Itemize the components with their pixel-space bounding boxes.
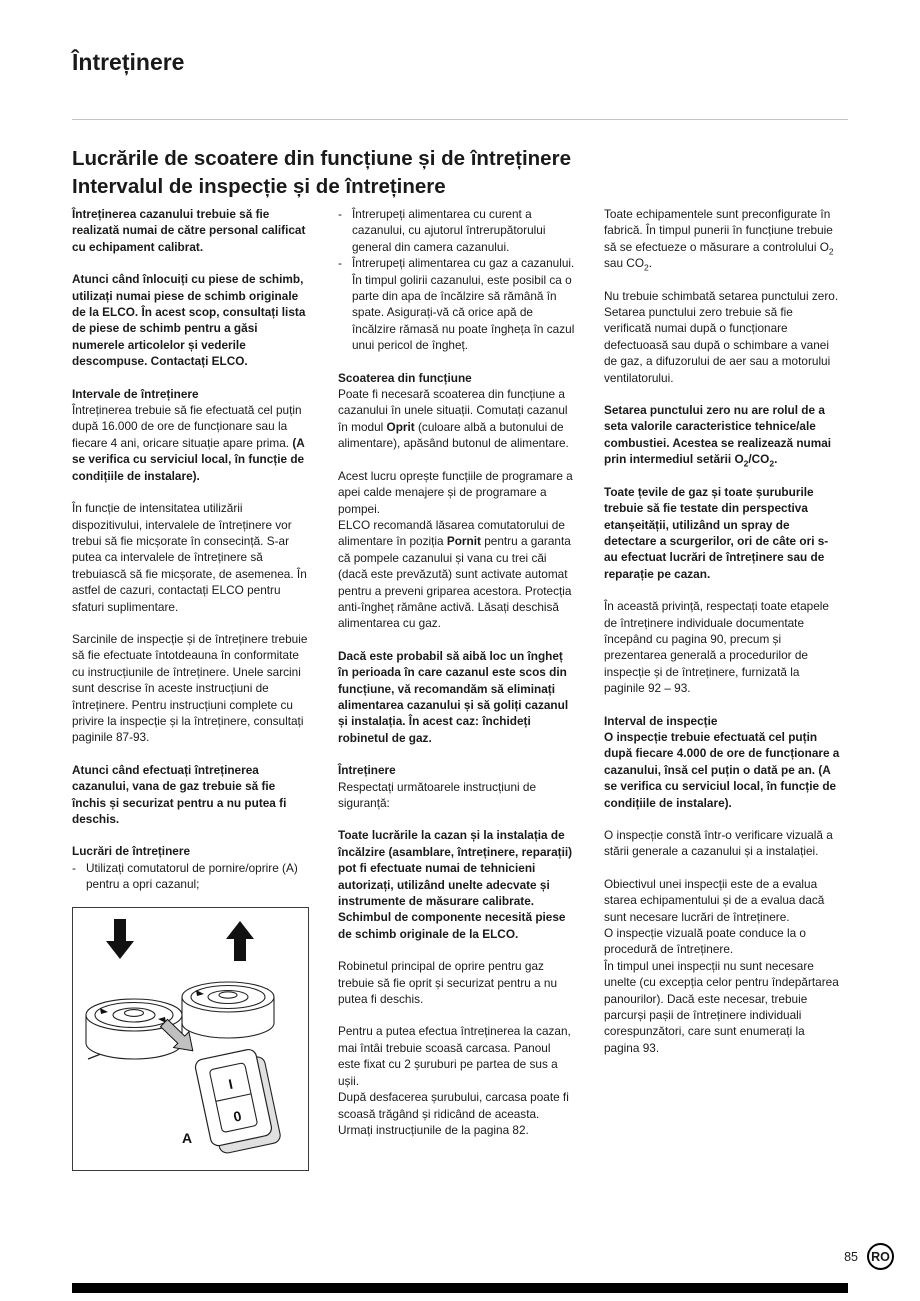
down-arrow-icon [106, 919, 134, 959]
list-item [338, 255, 575, 353]
paragraph [604, 876, 841, 1056]
text-run: Acest lucru oprește funcțiile de programare a apei calde menajere și de programare a pompei. [338, 468, 573, 516]
up-arrow-icon [226, 921, 254, 961]
section-heading-line1: Lucrările de scoatere din funcțiune și de întreținere [72, 147, 571, 170]
text-run: Interval de inspecție [604, 713, 718, 728]
paragraph [72, 206, 309, 255]
text-run: Nu trebuie schimbată setarea punctului zero. Setarea punctului zero trebuie să fie verificată numai după o funcționare defectuoasă sau după o schimbare a vanei de gaz, a difuzorului de aer sau a motorului ventilatorului. [604, 288, 839, 385]
switch-off-label: 0 [231, 1107, 243, 1125]
paragraph [338, 958, 575, 1007]
text-run: 2 [743, 458, 749, 469]
column-1 [72, 206, 309, 1171]
sub-heading [338, 370, 575, 386]
footer-bar [72, 1283, 848, 1293]
text-run: Toate lucrările la cazan și la instalația de încălzire (asamblare, întreținere, reparații) pot fi efectuate numai de tehnicieni autorizați, utilizând unelte adecvate și instrumente de măsurare calibrate. Schimbul de componente necesită piese de schimb originale de la ELCO. [338, 828, 573, 941]
list-bullet: - [72, 860, 76, 875]
paragraph [338, 779, 575, 812]
text-run: . [648, 256, 653, 271]
text-run: Poate fi necesară scoaterea din funcțiune a cazanului în unele situații. Comutați cazanul în modul [338, 387, 568, 434]
text-run: Obiectivul unei inspecții este de a evalua starea echipamentului și de a evalua dacă sunt necesare lucrări de întreținere. [604, 876, 825, 924]
paragraph [338, 827, 575, 942]
paragraph [72, 271, 309, 369]
list-item-text [86, 860, 309, 893]
page-footer [844, 1243, 894, 1270]
paragraph [604, 402, 841, 468]
text-run: O inspecție vizuală poate conduce la o procedură de întreținere. [604, 926, 806, 957]
paragraph [72, 762, 309, 828]
text-run: Întrerupeți alimentarea cu curent a cazanului, cu ajutorul întrerupătorului general din camera cazanului. [352, 207, 546, 254]
text-run: Întreținerea trebuie să fie efectuată cel puțin după 16.000 de ore de funcționare sau la fiecare 4 ani, oricare situație apare prima. [72, 403, 302, 450]
language-badge: RO [867, 1243, 894, 1270]
text-run: pentru a garanta că pompele cazanului și vana cu trei căi (dacă este prevăzută) sunt activate automat pentru a preveni griparea acestora. Protecția anti-îngheț rămâne activă. Lăsați deschisă alimentarea cu gaz. [338, 534, 572, 631]
text-run: Utilizați comutatorul de pornire/oprire (A) pentru a opri cazanul; [86, 860, 298, 892]
text-run: Pentru a putea efectua întreținerea la cazan, mai întâi trebuie scoasă carcasa. Panoul este fixat cu 2 șuruburi pe partea de sus a ușii. [338, 1024, 571, 1088]
text-run: Oprit [386, 419, 415, 434]
text-run: După desfacerea șurubului, carcasa poate fi scoasă trăgând și ridicând de aceasta. Urmați instrucțiunile de la pagina 82. [338, 1090, 569, 1137]
text-run: Sarcinile de inspecție și de întreținere trebuie să fie efectuate întotdeauna în conformitate cu instrucțiunile de întreținere. Unele sarcini sunt descrise în aceste instrucțiuni de întreținere. Pentru instrucțiuni complete cu privire la inspecție și la întreținere, consultați paginile 87-93. [72, 631, 308, 745]
column-3 [604, 206, 841, 1072]
page-title: Întreținere [72, 49, 185, 76]
text-run: O inspecție constă într-o verificare vizuală a stării generale a cazanului și a instalației. [604, 828, 833, 859]
text-run: 2 [828, 246, 834, 257]
text-run: În timpul unei inspecții nu sunt necesare unelte (cu excepția celor pentru îndepărtarea panourilor). Dacă este necesar, trebuie parcurși pașii de întreținere individuali corespunzători, care sunt enumerați la pagina 93. [604, 958, 839, 1055]
paragraph [338, 1023, 575, 1138]
text-run: Intervale de întreținere [72, 386, 199, 401]
text-run: (culoare albă a butonului de alimentare), apăsând butonul de alimentare. [338, 419, 569, 451]
power-switch [194, 1046, 282, 1155]
text-run: . [774, 452, 778, 467]
column-3-text [604, 206, 841, 1056]
text-run: În funcție de intensitatea utilizării dispozitivului, intervalele de întreținere vor trebui să fie micșorate în consecință. S-ar putea ca intervalele de întreținere să trebuiască să fie micșorate, de asemenea. În astfel de cazuri, contactați ELCO pentru sfaturi suplimentare. [72, 501, 307, 614]
text-run: sau CO [604, 256, 644, 271]
content-columns [72, 206, 848, 1171]
text-run: ELCO recomandă lăsarea comutatorului de alimentare în poziția [338, 517, 565, 549]
paragraph [72, 631, 309, 746]
sub-heading [338, 762, 575, 778]
text-run: Pornit [446, 534, 481, 549]
boiler-top-right [182, 982, 274, 1038]
paragraph [604, 206, 841, 272]
text-run: (A se verifica cu serviciul local, în funcție de condițiile de instalare). [72, 435, 305, 483]
paragraph [604, 827, 841, 860]
diagram-label-a: A [182, 1129, 193, 1146]
section-heading [72, 145, 571, 201]
switch-on-label: I [226, 1075, 235, 1092]
sub-heading [72, 386, 309, 402]
section-heading-line2: Intervalul de inspecție și de întreținere [72, 175, 446, 198]
text-run: Atunci când efectuați întreținerea cazanului, vana de gaz trebuie să fie închis și securizat pentru a nu putea fi deschis. [72, 762, 287, 826]
text-run: În această privință, respectați toate etapele de întreținere individuale documentate începând cu pagina 90, precum și prezentarea generală a procedurilor de inspecție și de întreținere, furnizată la paginile 92 – 93. [604, 599, 829, 696]
boiler-switch-diagram [72, 907, 309, 1171]
header-rule [72, 119, 848, 120]
text-run: Respectați următoarele instrucțiuni de siguranță: [338, 779, 537, 810]
text-run: Lucrări de întreținere [72, 844, 191, 859]
paragraph [338, 386, 575, 452]
list-item-text [352, 255, 575, 353]
paragraph [604, 598, 841, 696]
list-item [72, 860, 309, 893]
list-item [338, 206, 575, 255]
list-bullet: - [338, 256, 342, 271]
text-run: Toate țevile de gaz și toate șuruburile trebuie să fie testate din perspectiva etanșeității, utilizând un spray de detectare a scurgerilor, ori de câte ori s-au efectuat lucrări de întreținere sau de reparație pe cazan. [604, 484, 829, 581]
text-run: Setarea punctului zero nu are rolul de a seta valorile caracteristice tehnice/ale combustiei. Acestea se realizează numai prin intermediul setării O [604, 403, 832, 467]
text-run: 2 [644, 262, 649, 273]
text-run: Dacă este probabil să aibă loc un îngheț în perioada în care cazanul este scos din funcțiune, vă recomandăm să eliminați alimentarea cazanului și să goliți cazanul și instalația. În acest caz: închideți robinetul de gaz. [338, 648, 569, 745]
list-bullet: - [338, 207, 342, 221]
text-run: /CO [748, 452, 770, 467]
paragraph [604, 288, 841, 386]
text-run: Întrerupeți alimentarea cu gaz a cazanului. În timpul golirii cazanului, este posibil ca o parte din apa de încălzire să rămână în spate. Asigurați-vă că orice apă de încălzire rămasă nu poate îngheța în cazul unui pericol de îngheț. [352, 256, 575, 353]
column-2 [338, 206, 575, 1154]
text-run: Întreținere [338, 763, 396, 778]
paragraph [604, 729, 841, 811]
sub-heading [72, 843, 309, 859]
text-run: Întreținerea cazanului trebuie să fie realizată numai de către personal calificat cu echipament calibrat. [72, 207, 306, 254]
text-run: Toate echipamentele sunt preconfigurate în fabrică. În timpul punerii în funcțiune trebuie să se efectueze o măsurare a controlului O [604, 207, 833, 254]
paragraph [604, 484, 841, 582]
column-1-text [72, 206, 309, 893]
column-2-text [338, 206, 575, 1138]
sub-heading [604, 713, 841, 729]
list-item-text [352, 206, 575, 255]
text-run: Scoaterea din funcțiune [338, 370, 472, 385]
text-run: Robinetul principal de oprire pentru gaz trebuie să fie oprit și securizat pentru a nu putea fi deschis. [338, 959, 558, 1007]
text-run: O inspecție trebuie efectuată cel puțin după fiecare 4.000 de ore de funcționare a cazanului, însă cel puțin o dată pe an. (A se verifica cu serviciul local, în funcție de condițiile de instalare). [604, 729, 840, 810]
paragraph [338, 468, 575, 632]
paragraph [72, 402, 309, 484]
diagram-svg [76, 911, 304, 1165]
paragraph [338, 648, 575, 746]
text-run: Atunci când înlocuiți cu piese de schimb, utilizați numai piese de schimb originale de la ELCO. În acest scop, consultați lista de piese de schimb pentru a găsi numerele articolelor și vederile descompuse. Contactați ELCO. [72, 272, 306, 369]
text-run: 2 [769, 458, 775, 469]
page-number: 85 [844, 1249, 858, 1264]
paragraph [72, 500, 309, 615]
